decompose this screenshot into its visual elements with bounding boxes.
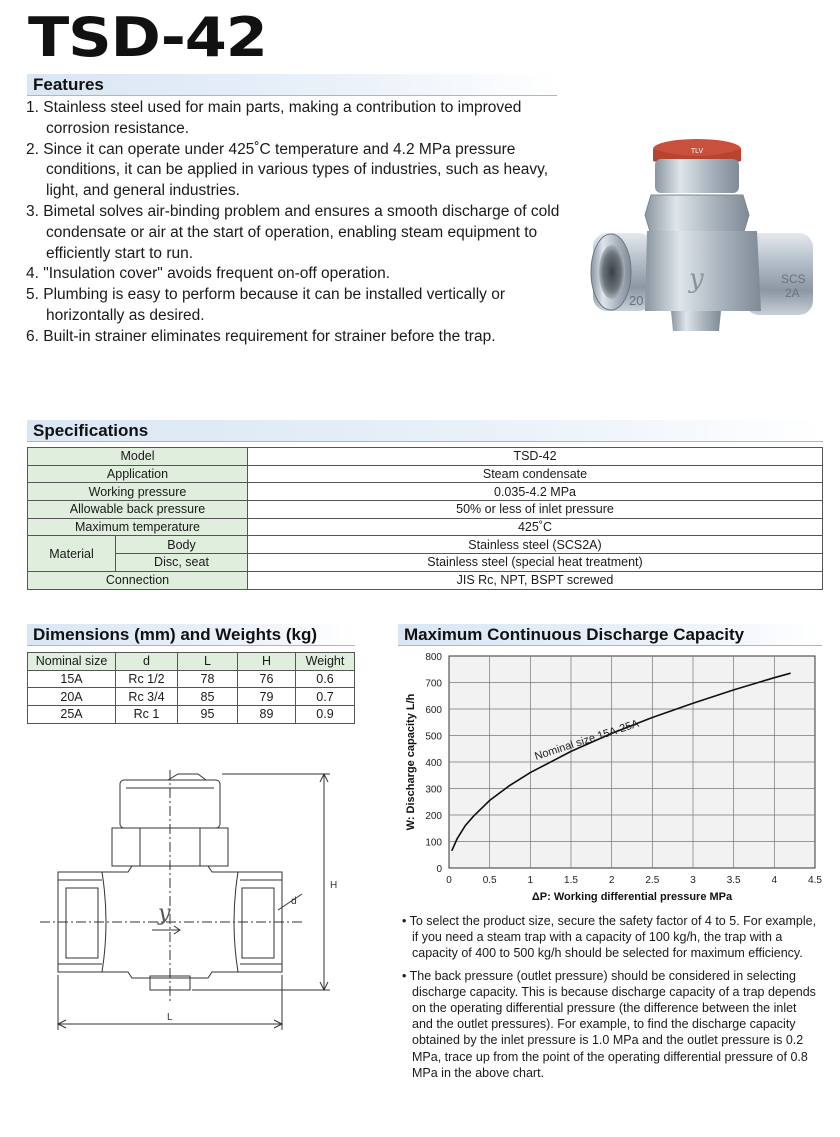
table-cell: 0.9 xyxy=(296,706,355,724)
features-list xyxy=(26,98,566,348)
table-row xyxy=(28,448,823,466)
x-tick-label: 0 xyxy=(446,875,452,886)
table-cell: 76 xyxy=(238,670,296,688)
table-row xyxy=(28,483,823,501)
series-label: Nominal size 15A-25A xyxy=(533,717,641,763)
feature-item: 1. Stainless steel used for main parts, making a contribution to improved corrosion resistance. xyxy=(26,99,522,137)
x-axis-label: ΔP: Working differential pressure MPa xyxy=(531,891,733,903)
feature-item: 5. Plumbing is easy to perform because it can be installed vertically or horizontally as desired. xyxy=(26,286,506,324)
note-text: The back pressure (outlet pressure) should be considered in selecting discharge capacity. This is because discharge capacity of a trap depends on the operating differential pressure (the difference between the inlet and the outlet pressures). For example, to find the discharge capacity obtained by the inlet pressure is 1.0 MPa and the outlet pressure is 0.2 MPa, trace up from the point of the operating differential pressure of 0.8 MPa in the above chart. xyxy=(409,968,816,1080)
label-d: d xyxy=(291,896,297,907)
disc-value: Stainless steel (special heat treatment) xyxy=(248,554,823,572)
connection-label: Connection xyxy=(28,571,248,589)
feature-item: 6. Built-in strainer eliminates requirement for strainer before the trap. xyxy=(26,327,496,345)
dimensions-table xyxy=(27,652,355,724)
svg-text:y: y xyxy=(689,264,704,294)
label-l: L xyxy=(167,1012,173,1023)
table-row xyxy=(28,688,355,706)
column-header: Weight xyxy=(296,653,355,671)
model-label: Model xyxy=(28,448,248,466)
y-tick-label: 500 xyxy=(425,731,442,743)
table-cell: 25A xyxy=(28,706,116,724)
model-value: TSD-42 xyxy=(248,448,823,466)
body-label: Body xyxy=(116,536,248,554)
table-cell: 20A xyxy=(28,688,116,706)
table-cell: Rc 3/4 xyxy=(116,688,178,706)
material-label: Material xyxy=(28,536,116,571)
label-h: H xyxy=(330,880,338,891)
column-header: d xyxy=(116,653,178,671)
column-header: Nominal size xyxy=(28,653,116,671)
working-pressure-label: Working pressure xyxy=(28,483,248,501)
capacity-chart xyxy=(398,648,823,906)
svg-text:y: y xyxy=(158,901,171,926)
table-cell: 95 xyxy=(178,706,238,724)
disc-label: Disc, seat xyxy=(116,554,248,572)
table-cell: 85 xyxy=(178,688,238,706)
table-header-row xyxy=(28,653,355,671)
x-tick-label: 2 xyxy=(608,875,615,886)
working-pressure-value: 0.035-4.2 MPa xyxy=(248,483,823,501)
application-value: Steam condensate xyxy=(248,465,823,483)
feature-item: 3. Bimetal solves air-binding problem and ensures a smooth discharge of cold condensate or air at the start of operation, enabling steam equipment to efficiently start to run. xyxy=(26,202,560,262)
body-mark-scs: SCS xyxy=(781,272,806,286)
specifications-heading: Specifications xyxy=(27,420,823,442)
table-cell: 0.7 xyxy=(296,688,355,706)
product-photo xyxy=(585,135,825,345)
features-heading: Features xyxy=(27,74,557,96)
table-row xyxy=(28,670,355,688)
table-row xyxy=(28,571,823,589)
y-tick-label: 400 xyxy=(425,758,442,769)
y-tick-label: 200 xyxy=(425,811,442,822)
x-tick-label: 2.5 xyxy=(645,875,660,886)
y-axis-label: W: Discharge capacity L/h xyxy=(405,693,417,831)
table-cell: 79 xyxy=(238,688,296,706)
table-row xyxy=(28,465,823,483)
back-pressure-value: 50% or less of inlet pressure xyxy=(248,501,823,519)
table-cell: 78 xyxy=(178,670,238,688)
connection-value: JIS Rc, NPT, BSPT screwed xyxy=(248,571,823,589)
y-tick-label: 800 xyxy=(425,652,442,663)
x-tick-label: 1.5 xyxy=(564,875,578,886)
y-tick-label: 600 xyxy=(425,705,442,716)
column-header: L xyxy=(178,653,238,671)
max-temp-value: 425˚C xyxy=(248,518,823,536)
table-cell: 0.6 xyxy=(296,670,355,688)
y-tick-label: 0 xyxy=(436,864,442,875)
table-cell: Rc 1/2 xyxy=(116,670,178,688)
x-tick-label: 3 xyxy=(690,875,696,886)
x-tick-label: 3.5 xyxy=(726,875,741,886)
page-title: TSD-42 xyxy=(28,6,267,69)
dimensions-heading: Dimensions (mm) and Weights (kg) xyxy=(27,624,355,646)
column-header: H xyxy=(238,653,296,671)
y-tick-label: 100 xyxy=(425,837,442,849)
capacity-notes xyxy=(400,913,820,1087)
note-item: • The back pressure (outlet pressure) should be considered in selecting discharge capacity. This is because discharge capacity of a trap depends on the operating differential pressure (the difference between the inlet and the outlet pressures). For example, to find the discharge capacity obtained by the inlet pressure is 1.0 MPa and the outlet pressure is 0.2 MPa, trace up from the point of the operating differential pressure of 0.8 MPa in the above chart. xyxy=(402,968,816,1080)
table-row xyxy=(28,536,823,554)
note-item: • To select the product size, secure the safety factor of 4 to 5. For example, if you need a steam trap with a capacity of 100 kg/h, the trap with a capacity of 400 to 500 kg/h should be selected for maximum efficiency. xyxy=(402,914,817,961)
x-tick-label: 1 xyxy=(527,875,534,886)
table-row xyxy=(28,501,823,519)
table-row xyxy=(28,518,823,536)
body-value: Stainless steel (SCS2A) xyxy=(248,536,823,554)
y-tick-label: 700 xyxy=(425,678,442,690)
table-cell: Rc 1 xyxy=(116,706,178,724)
table-row xyxy=(28,554,823,572)
table-cell: 89 xyxy=(238,706,296,724)
port-mark: 20 xyxy=(629,293,644,308)
x-tick-label: 0.5 xyxy=(482,875,497,886)
x-tick-label: 4 xyxy=(771,875,778,886)
feature-item: 4. "Insulation cover" avoids frequent on-off operation. xyxy=(26,265,391,283)
body-mark-2a: 2A xyxy=(785,286,800,300)
capacity-heading: Maximum Continuous Discharge Capacity xyxy=(398,624,822,646)
dimension-drawing xyxy=(40,770,360,1035)
x-tick-label: 4.5 xyxy=(808,875,822,886)
note-text: To select the product size, secure the safety factor of 4 to 5. For example, if you need a steam trap with a capacity of 100 kg/h, the trap with a capacity of 400 to 500 kg/h should be selected for maximum efficiency. xyxy=(409,914,817,961)
y-tick-label: 300 xyxy=(425,784,442,796)
max-temp-label: Maximum temperature xyxy=(28,518,248,536)
specifications-table xyxy=(27,447,823,590)
cover-label: TLV xyxy=(690,148,704,155)
application-label: Application xyxy=(28,465,248,483)
feature-item: 2. Since it can operate under 425˚C temperature and 4.2 MPa pressure conditions, it can be applied in various types of industries, such as heavy, light, and general industries. xyxy=(26,140,549,200)
back-pressure-label: Allowable back pressure xyxy=(28,501,248,519)
table-row xyxy=(28,706,355,724)
table-cell: 15A xyxy=(28,670,116,688)
